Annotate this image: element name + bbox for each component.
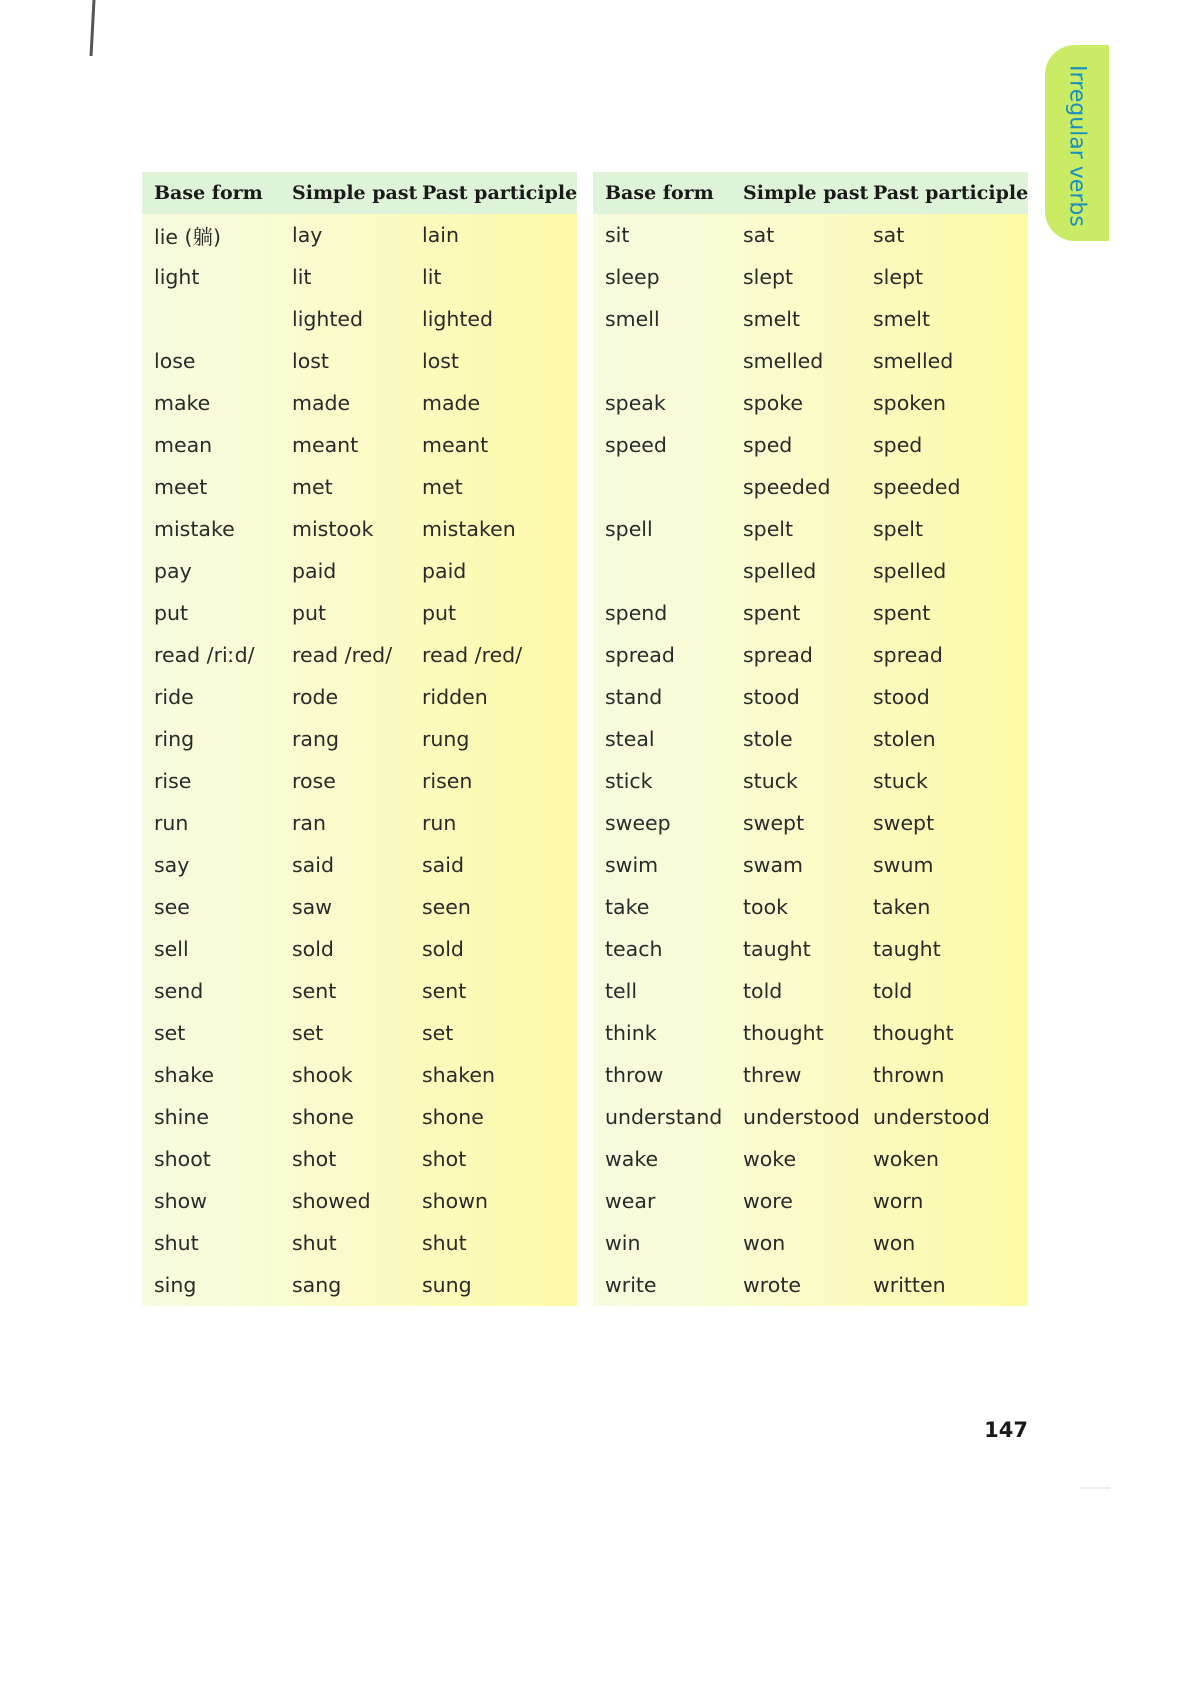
base-form-cell: write bbox=[605, 1273, 657, 1297]
base-form-cell: think bbox=[605, 1021, 657, 1045]
base-form-cell: shine bbox=[154, 1105, 209, 1129]
table-row bbox=[593, 1012, 1028, 1054]
table-row bbox=[142, 928, 577, 970]
simple-past-cell: smelt bbox=[743, 307, 800, 331]
past-participle-cell: put bbox=[422, 601, 457, 625]
past-participle-cell: mistaken bbox=[422, 517, 516, 541]
table-row bbox=[142, 256, 577, 298]
table-row bbox=[142, 1096, 577, 1138]
table-row bbox=[593, 676, 1028, 718]
table-row bbox=[142, 1264, 577, 1306]
base-form-cell bbox=[142, 298, 288, 340]
verb-table-right-body bbox=[593, 214, 1028, 1306]
base-form-cell: put bbox=[154, 601, 189, 625]
table-row bbox=[142, 508, 577, 550]
simple-past-cell: woke bbox=[743, 1147, 797, 1171]
base-form-cell: stick bbox=[605, 769, 653, 793]
past-participle-cell: sent bbox=[422, 979, 467, 1003]
base-form-cell: sing bbox=[154, 1273, 197, 1297]
header-past-participle: Past participle bbox=[869, 172, 1028, 214]
table-row bbox=[593, 634, 1028, 676]
base-form-cell: take bbox=[605, 895, 650, 919]
simple-past-cell: taught bbox=[743, 937, 811, 961]
base-form-cell: sweep bbox=[605, 811, 671, 835]
base-form-cell: lie (躺) bbox=[154, 225, 222, 249]
table-row bbox=[593, 970, 1028, 1012]
base-form-cell: rise bbox=[154, 769, 192, 793]
simple-past-cell: lost bbox=[292, 349, 329, 373]
past-participle-cell: spread bbox=[873, 643, 943, 667]
table-row bbox=[142, 676, 577, 718]
table-row bbox=[142, 466, 577, 508]
table-row bbox=[142, 1012, 577, 1054]
past-participle-cell: lighted bbox=[422, 307, 494, 331]
table-row bbox=[593, 256, 1028, 298]
base-form-cell: lose bbox=[154, 349, 196, 373]
simple-past-cell: made bbox=[292, 391, 351, 415]
base-form-cell: understand bbox=[605, 1105, 723, 1129]
table-row bbox=[142, 760, 577, 802]
table-row bbox=[593, 844, 1028, 886]
past-participle-cell: lit bbox=[422, 265, 442, 289]
past-participle-cell: stood bbox=[873, 685, 930, 709]
simple-past-cell: understood bbox=[743, 1105, 860, 1129]
past-participle-cell: sung bbox=[422, 1273, 472, 1297]
base-form-cell: say bbox=[154, 853, 190, 877]
table-row bbox=[142, 1222, 577, 1264]
past-participle-cell: meant bbox=[422, 433, 489, 457]
table-row bbox=[593, 886, 1028, 928]
past-participle-cell: written bbox=[873, 1273, 946, 1297]
past-participle-cell: smelled bbox=[873, 349, 954, 373]
simple-past-cell: spent bbox=[743, 601, 801, 625]
base-form-cell: spell bbox=[605, 517, 653, 541]
base-form-cell: shake bbox=[154, 1063, 214, 1087]
base-form-cell: sleep bbox=[605, 265, 660, 289]
simple-past-cell: lay bbox=[292, 223, 323, 247]
past-participle-cell: paid bbox=[422, 559, 467, 583]
simple-past-cell: speeded bbox=[743, 475, 831, 499]
table-row bbox=[593, 214, 1028, 256]
simple-past-cell: meant bbox=[292, 433, 359, 457]
base-form-cell: light bbox=[154, 265, 200, 289]
table-row bbox=[593, 1054, 1028, 1096]
base-form-cell: speed bbox=[605, 433, 667, 457]
base-form-cell: run bbox=[154, 811, 189, 835]
simple-past-cell: sat bbox=[743, 223, 775, 247]
simple-past-cell: put bbox=[292, 601, 327, 625]
header-base-form: Base form bbox=[142, 172, 288, 214]
simple-past-cell: shook bbox=[292, 1063, 353, 1087]
simple-past-cell: showed bbox=[292, 1189, 371, 1213]
table-header-row bbox=[593, 172, 1028, 214]
table-row bbox=[593, 1222, 1028, 1264]
base-form-cell: teach bbox=[605, 937, 663, 961]
table-row bbox=[142, 970, 577, 1012]
verb-table-right bbox=[593, 172, 1028, 1306]
table-row bbox=[593, 928, 1028, 970]
simple-past-cell: spread bbox=[743, 643, 813, 667]
past-participle-cell: spelled bbox=[873, 559, 947, 583]
base-form-cell: speak bbox=[605, 391, 666, 415]
simple-past-cell: lighted bbox=[292, 307, 364, 331]
past-participle-cell: said bbox=[422, 853, 464, 877]
past-participle-cell: sat bbox=[873, 223, 905, 247]
simple-past-cell: shut bbox=[292, 1231, 337, 1255]
table-row bbox=[593, 1096, 1028, 1138]
table-row bbox=[142, 634, 577, 676]
base-form-cell: throw bbox=[605, 1063, 664, 1087]
past-participle-cell: shown bbox=[422, 1189, 488, 1213]
margin-mark bbox=[90, 0, 96, 56]
simple-past-cell: paid bbox=[292, 559, 337, 583]
simple-past-cell: won bbox=[743, 1231, 786, 1255]
past-participle-cell: run bbox=[422, 811, 457, 835]
base-form-cell bbox=[593, 466, 739, 508]
base-form-cell: stand bbox=[605, 685, 663, 709]
table-row bbox=[593, 760, 1028, 802]
past-participle-cell: smelt bbox=[873, 307, 930, 331]
base-form-cell: pay bbox=[154, 559, 192, 583]
simple-past-cell: took bbox=[743, 895, 788, 919]
table-row bbox=[142, 550, 577, 592]
simple-past-cell: said bbox=[292, 853, 334, 877]
table-row bbox=[593, 340, 1028, 382]
simple-past-cell: spelt bbox=[743, 517, 794, 541]
base-form-cell: tell bbox=[605, 979, 638, 1003]
simple-past-cell: threw bbox=[743, 1063, 802, 1087]
past-participle-cell: rung bbox=[422, 727, 470, 751]
header-simple-past: Simple past bbox=[739, 172, 869, 214]
simple-past-cell: smelled bbox=[743, 349, 824, 373]
base-form-cell: show bbox=[154, 1189, 207, 1213]
verb-table-left bbox=[142, 172, 577, 1306]
base-form-cell: smell bbox=[605, 307, 660, 331]
simple-past-cell: spoke bbox=[743, 391, 803, 415]
past-participle-cell: read /red/ bbox=[422, 643, 523, 667]
simple-past-cell: swept bbox=[743, 811, 805, 835]
simple-past-cell: swam bbox=[743, 853, 803, 877]
table-row bbox=[593, 298, 1028, 340]
base-form-cell: mean bbox=[154, 433, 213, 457]
past-participle-cell: thought bbox=[873, 1021, 954, 1045]
simple-past-cell: rode bbox=[292, 685, 339, 709]
past-participle-cell: met bbox=[422, 475, 463, 499]
past-participle-cell: lost bbox=[422, 349, 459, 373]
simple-past-cell: sold bbox=[292, 937, 334, 961]
table-row bbox=[142, 1054, 577, 1096]
base-form-cell: send bbox=[154, 979, 204, 1003]
past-participle-cell: ridden bbox=[422, 685, 488, 709]
past-participle-cell: shot bbox=[422, 1147, 467, 1171]
past-participle-cell: shone bbox=[422, 1105, 484, 1129]
simple-past-cell: stood bbox=[743, 685, 800, 709]
past-participle-cell: swum bbox=[873, 853, 934, 877]
past-participle-cell: swept bbox=[873, 811, 935, 835]
past-participle-cell: spoken bbox=[873, 391, 946, 415]
past-participle-cell: shut bbox=[422, 1231, 467, 1255]
section-tab-label: Irregular verbs bbox=[1064, 65, 1090, 227]
table-row bbox=[142, 1138, 577, 1180]
past-participle-cell: worn bbox=[873, 1189, 924, 1213]
simple-past-cell: ran bbox=[292, 811, 326, 835]
table-header-row bbox=[142, 172, 577, 214]
table-row bbox=[142, 1180, 577, 1222]
base-form-cell: shoot bbox=[154, 1147, 211, 1171]
past-participle-cell: spelt bbox=[873, 517, 924, 541]
past-participle-cell: lain bbox=[422, 223, 459, 247]
past-participle-cell: sped bbox=[873, 433, 923, 457]
past-participle-cell: slept bbox=[873, 265, 924, 289]
past-participle-cell: thrown bbox=[873, 1063, 945, 1087]
table-row bbox=[593, 1264, 1028, 1306]
header-simple-past: Simple past bbox=[288, 172, 418, 214]
table-row bbox=[142, 886, 577, 928]
table-row bbox=[593, 802, 1028, 844]
simple-past-cell: sped bbox=[743, 433, 793, 457]
bottom-rule bbox=[1080, 1487, 1110, 1489]
table-row bbox=[142, 298, 577, 340]
table-row bbox=[142, 382, 577, 424]
table-row bbox=[593, 466, 1028, 508]
page-number: 147 bbox=[984, 1418, 1028, 1442]
table-row bbox=[593, 718, 1028, 760]
simple-past-cell: mistook bbox=[292, 517, 374, 541]
base-form-cell: ring bbox=[154, 727, 195, 751]
past-participle-cell: stolen bbox=[873, 727, 936, 751]
base-form-cell bbox=[593, 550, 739, 592]
base-form-cell: wake bbox=[605, 1147, 659, 1171]
past-participle-cell: stuck bbox=[873, 769, 928, 793]
past-participle-cell: taken bbox=[873, 895, 931, 919]
header-base-form: Base form bbox=[593, 172, 739, 214]
base-form-cell: spread bbox=[605, 643, 675, 667]
header-past-participle: Past participle bbox=[418, 172, 577, 214]
simple-past-cell: shot bbox=[292, 1147, 337, 1171]
base-form-cell: steal bbox=[605, 727, 655, 751]
simple-past-cell: stole bbox=[743, 727, 793, 751]
past-participle-cell: shaken bbox=[422, 1063, 495, 1087]
table-row bbox=[142, 802, 577, 844]
section-tab bbox=[1045, 45, 1109, 241]
simple-past-cell: saw bbox=[292, 895, 333, 919]
table-row bbox=[593, 424, 1028, 466]
simple-past-cell: wore bbox=[743, 1189, 793, 1213]
table-row bbox=[142, 214, 577, 256]
past-participle-cell: taught bbox=[873, 937, 941, 961]
simple-past-cell: rose bbox=[292, 769, 336, 793]
simple-past-cell: sent bbox=[292, 979, 337, 1003]
past-participle-cell: speeded bbox=[873, 475, 961, 499]
table-row bbox=[142, 844, 577, 886]
simple-past-cell: told bbox=[743, 979, 783, 1003]
base-form-cell: make bbox=[154, 391, 211, 415]
base-form-cell: swim bbox=[605, 853, 659, 877]
table-row bbox=[593, 382, 1028, 424]
simple-past-cell: set bbox=[292, 1021, 324, 1045]
simple-past-cell: read /red/ bbox=[292, 643, 393, 667]
past-participle-cell: understood bbox=[873, 1105, 990, 1129]
simple-past-cell: shone bbox=[292, 1105, 354, 1129]
base-form-cell: meet bbox=[154, 475, 208, 499]
base-form-cell: ride bbox=[154, 685, 194, 709]
base-form-cell: spend bbox=[605, 601, 668, 625]
base-form-cell: read /riːd/ bbox=[154, 643, 255, 667]
simple-past-cell: sang bbox=[292, 1273, 342, 1297]
past-participle-cell: risen bbox=[422, 769, 473, 793]
table-row bbox=[142, 718, 577, 760]
table-row bbox=[593, 592, 1028, 634]
past-participle-cell: won bbox=[873, 1231, 916, 1255]
base-form-cell: set bbox=[154, 1021, 186, 1045]
base-form-cell bbox=[593, 340, 739, 382]
base-form-cell: sell bbox=[154, 937, 189, 961]
past-participle-cell: seen bbox=[422, 895, 471, 919]
simple-past-cell: spelled bbox=[743, 559, 817, 583]
past-participle-cell: set bbox=[422, 1021, 454, 1045]
simple-past-cell: slept bbox=[743, 265, 794, 289]
table-row bbox=[142, 592, 577, 634]
base-form-cell: mistake bbox=[154, 517, 235, 541]
simple-past-cell: stuck bbox=[743, 769, 798, 793]
table-row bbox=[142, 424, 577, 466]
simple-past-cell: lit bbox=[292, 265, 312, 289]
base-form-cell: wear bbox=[605, 1189, 656, 1213]
past-participle-cell: spent bbox=[873, 601, 931, 625]
table-row bbox=[593, 550, 1028, 592]
simple-past-cell: rang bbox=[292, 727, 339, 751]
simple-past-cell: wrote bbox=[743, 1273, 801, 1297]
table-row bbox=[593, 1138, 1028, 1180]
past-participle-cell: woken bbox=[873, 1147, 940, 1171]
table-row bbox=[593, 508, 1028, 550]
past-participle-cell: sold bbox=[422, 937, 464, 961]
table-row bbox=[593, 1180, 1028, 1222]
table-row bbox=[142, 340, 577, 382]
simple-past-cell: thought bbox=[743, 1021, 824, 1045]
simple-past-cell: met bbox=[292, 475, 333, 499]
past-participle-cell: told bbox=[873, 979, 913, 1003]
base-form-cell: sit bbox=[605, 223, 630, 247]
base-form-cell: win bbox=[605, 1231, 641, 1255]
verb-table-left-body bbox=[142, 214, 577, 1306]
base-form-cell: see bbox=[154, 895, 190, 919]
past-participle-cell: made bbox=[422, 391, 481, 415]
base-form-cell: shut bbox=[154, 1231, 199, 1255]
